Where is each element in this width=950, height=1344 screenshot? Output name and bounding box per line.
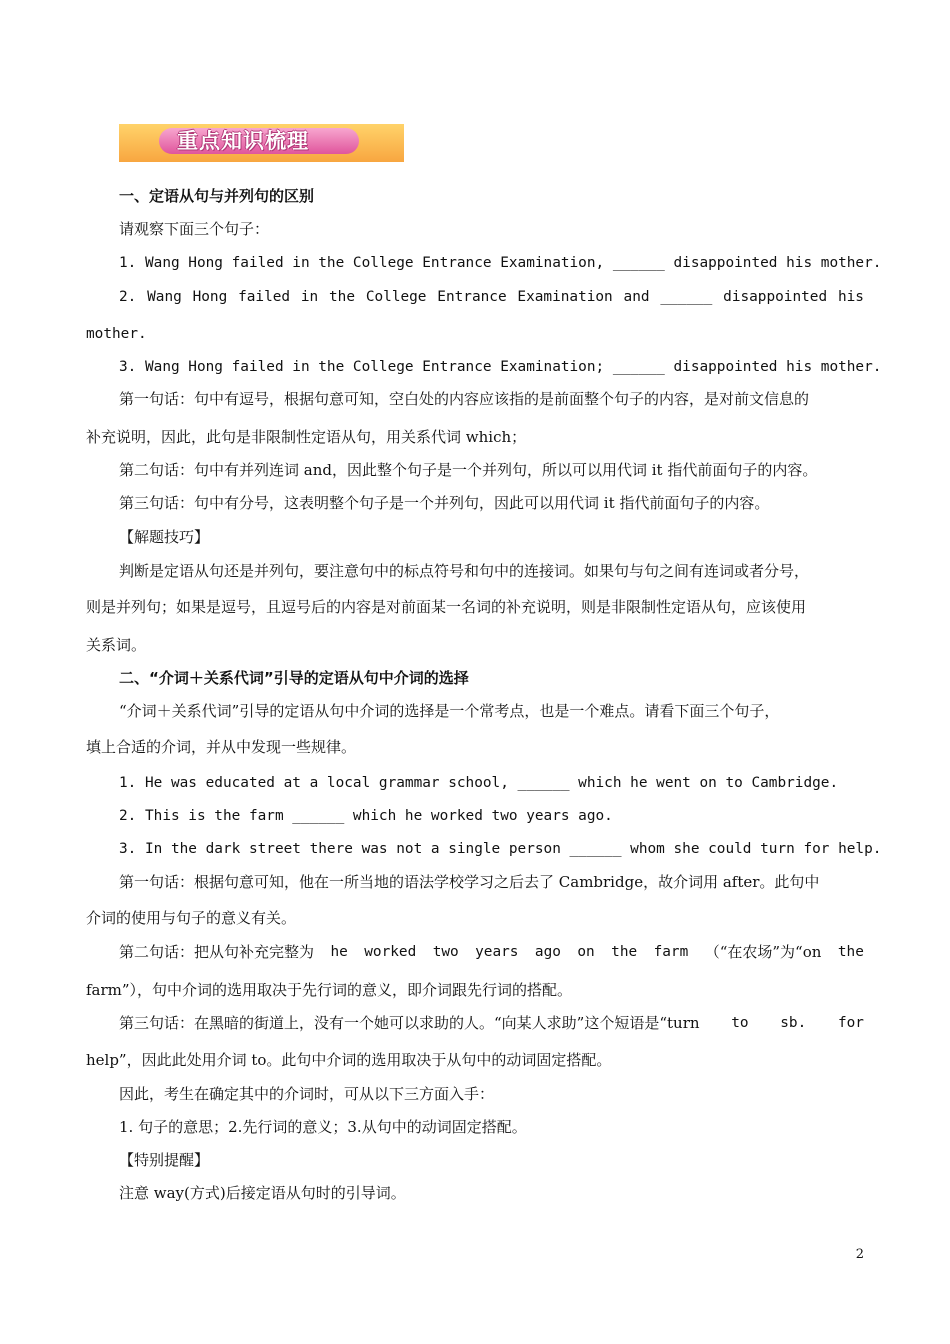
word: farm [653,944,689,960]
word: 2. [119,289,137,305]
word: ______ [660,289,713,305]
word: College [365,289,427,305]
word: Entrance [437,289,507,305]
tip-line1: 判断是定语从句还是并列句，要注意句中的标点符号和句中的连接词。如果句与句之间有连词或者分号， [119,562,810,580]
word: failed [238,289,291,305]
section2-heading: 二、“介词＋关系代词”引导的定语从句中介词的选择 [119,669,469,687]
section2-para3-line1 [119,1013,864,1033]
section2-para3-line2: help”，因此此处用介词 to。此句中介词的选用取决于从句中的动词固定搭配。 [86,1051,612,1069]
word: the [837,944,864,960]
word: he [330,944,348,960]
word: to [731,1015,749,1031]
section2-para4: 因此，考生在确定其中的介词时，可从以下三方面入手： [119,1085,495,1103]
word: the [611,944,638,960]
banner-title: 重点知识梳理 [177,129,309,153]
section2-para1-line1: 第一句话：根据句意可知，他在一所当地的语法学校学习之后去了 Cambridge，故介词用 after。此句中 [119,873,820,891]
tip-title: 【解题技巧】 [119,528,210,546]
section1-para1-line2: 补充说明，因此，此句是非限制性定语从句，用关系代词 which； [86,428,527,446]
section2-sentence-2: 2. This is the farm ______ which he worked two years ago. [119,808,613,824]
word: in [300,289,319,305]
section2-sentence-3: 3. In the dark street there was not a single person ______ whom she could turn for help. [119,841,882,857]
word: and [623,289,650,305]
section2-para1-line2: 介词的使用与句子的意义有关。 [86,909,297,927]
word: disappointed [723,289,828,305]
section-banner [119,124,404,162]
tip-line2: 则是并列句；如果是逗号，且逗号后的内容是对前面某一名词的补充说明，则是非限制性定语从句，应该使用 [86,598,807,616]
word: the [329,289,356,305]
section2-para2-line2: farm”），句中介词的选用取决于先行词的意义，即介词跟先行词的搭配。 [86,981,573,999]
section2-para5: 1. 句子的意思；2.先行词的意义；3.从句中的动词固定搭配。 [119,1118,527,1136]
note-title: 【特别提醒】 [119,1151,210,1169]
section1-intro: 请观察下面三个句子： [119,220,270,238]
section1-para1-line1: 第一句话：句中有逗号，根据句意可知，空白处的内容应该指的是前面整个句子的内容，是对前文信息的 [119,390,810,408]
word: 第二句话：把从句补充完整为 [119,943,315,961]
section2-intro-line1: “介词＋关系代词”引导的定语从句中介词的选择是一个常考点，也是一个难点。请看下面三个句子， [119,702,780,720]
word: Examination [517,289,613,305]
section2-sentence-1: 1. He was educated at a local grammar school, ______ which he went on to Cambridge. [119,775,839,791]
section2-intro-line2: 填上合适的介词，并从中发现一些规律。 [86,738,357,756]
section1-para3: 第三句话：句中有分号，这表明整个句子是一个并列句，因此可以用代词 it 指代前面句子的内容。 [119,494,770,512]
word: worked [364,944,417,960]
note-text: 注意 way(方式)后接定语从句时的引导词。 [119,1184,406,1202]
word: on [577,944,595,960]
word: 第三句话：在黑暗的街道上，没有一个她可以求助的人。“向某人求助”这个短语是“turn [119,1014,700,1032]
word: for [837,1015,864,1031]
word: Wang [147,289,182,305]
section1-heading: 一、定语从句与并列句的区别 [119,187,315,205]
word: ago [534,944,561,960]
section2-para2-line1 [119,942,864,962]
tip-line3: 关系词。 [86,636,147,654]
word: two [432,944,459,960]
section1-sentence-1: 1. Wang Hong failed in the College Entrance Examination, ______ disappointed his mother. [119,255,882,271]
word: his [837,289,864,305]
page-number: 2 [855,1247,864,1262]
section1-para2: 第二句话：句中有并列连词 and，因此整个句子是一个并列句，所以可以用代词 it 指代前面句子的内容。 [119,461,818,479]
word: （“在农场”为“on [704,943,822,961]
word: sb. [780,1015,807,1031]
section1-sentence-2-line2: mother. [86,326,147,342]
section1-sentence-3: 3. Wang Hong failed in the College Entrance Examination; ______ disappointed his mother. [119,359,882,375]
word: years [475,944,519,960]
word: Hong [192,289,228,305]
section1-sentence-2-line1 [119,287,864,307]
